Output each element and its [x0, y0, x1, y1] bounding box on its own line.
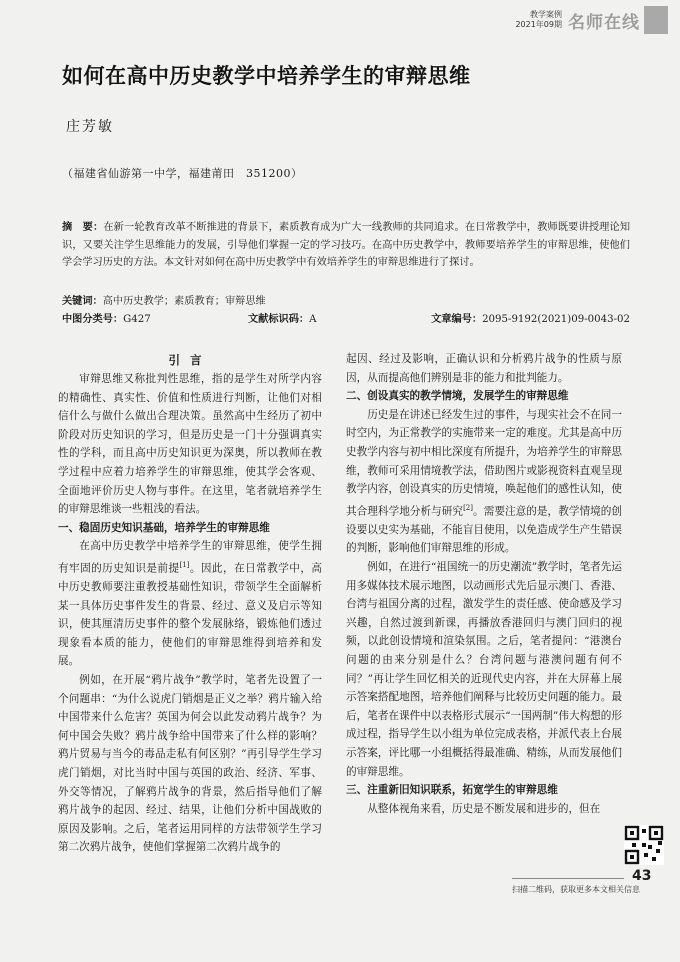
- intro-paragraph: 审辩思维又称批判性思维，指的是学生对所学内容的精确性、真实性、价值和性质进行判断，让他们对相信什么与做什么做出合理决策。虽然高中生经历了初中阶段对历史知识的学习，但是历史是一门十分强调真实性的学科，而且高中历史知识更为深奥，所以教师在教学过程中应着力培养学生的审辩思维，使其学会客观、全面地评价历史人物与事件。在这里，笔者就培养学生的审辩思维谈一些粗浅的看法。: [58, 373, 322, 516]
- page-number: 43: [632, 868, 652, 884]
- citation-2: [2]: [463, 503, 473, 512]
- section-1-heading: 一、稳固历史知识基础，培养学生的审辩思维: [58, 521, 270, 534]
- author-affiliation: （福建省仙游第一中学，福建莆田 351200）: [62, 167, 303, 180]
- article-number: 文章编号：2095-9192(2021)09-0043-02: [431, 314, 630, 325]
- article-title: 如何在高中历史教学中培养学生的审辩思维: [62, 64, 471, 88]
- journal-brand: 名师在线: [568, 13, 640, 33]
- section-1-paragraph-1: 在高中历史教学中培养学生的审辩思维，使学生拥有牢固的历史知识是前提[1]。因此，在日常教学中，高中历史教师要注重教授基础性知识，带领学生全面解析某一具体历史事件发生的背景、经过、意义及启示等知识，使其厘清历史事件的整个发展脉络，锻炼他们透过现象看本质的能力，使他们的审辩思维得到培养和发展。: [58, 540, 322, 668]
- header-decoration-bar: [644, 6, 668, 34]
- abstract: [62, 219, 630, 272]
- clc-number: 中图分类号：G427: [62, 314, 151, 325]
- intro-heading: 引言: [168, 353, 212, 367]
- section-2-paragraph-1: 历史是在讲述已经发生过的事件，与现实社会不在同一时空内，为正常教学的实施带来一定的难度。尤其是高中历史教学内容与初中相比深度有所提升，为培养学生的审辩思维，教师可采用情境教学法，借助图片或影视资料直观呈现教学内容，创设真实的历史情境，唤起他们的感性认知，使其合理科学地分析与研究[2]。需要注意的是，教学情境的创设要以史实为基础，不能盲目使用，以免造成学生产生错误的判断，影响他们审辩思维的形成。: [346, 408, 623, 555]
- footer-note: 扫描二维码，获取更多本文相关信息: [512, 885, 640, 894]
- keywords: [62, 292, 266, 307]
- body-column-left: [58, 350, 322, 857]
- citation-1: [1]: [179, 560, 190, 569]
- qr-code-icon[interactable]: [624, 825, 664, 865]
- document-code: 文献标识码：A: [248, 314, 317, 325]
- body-column-right: [346, 350, 622, 818]
- abstract-text: 在新一轮教育改革不断推进的背景下，素质教育成为广大一线教师的共同追求。在日常教学中，教师既要讲授理论知识，又要关注学生思维能力的发展，引导他们掌握一定的学习技巧。在高中历史教学中，教师要培养学生的审辩思维，使他们学会学习历史的方法。本文针对如何在高中历史教学中有效培养学生的审辩思维进行了探讨。: [62, 222, 631, 268]
- header-section: [515, 10, 562, 30]
- section-1-paragraph-2: 例如，在开展“鸦片战争”教学时，笔者先设置了一个问题串：“为什么说虎门销烟是正义之举？鸦片输入给中国带来什么危害？英国为何会以此发动鸦片战争？为何中国会失败？鸦片战争给中国带来了什么样的影响？鸦片贸易与当今的毒品走私有何区别？”再引导学生学习虎门销烟，对比当时中国与英国的政治、经济、军事、外交等情况，了解鸦片战争的背景，然后指导他们了解鸦片战争的起因、经过、结果，让他们分析中国战败的原因及影响。之后，笔者运用同样的方法带领学生学习第二次鸦片战争，使他们掌握第二次鸦片战争的: [58, 674, 322, 854]
- header-section-name: 教学案例: [530, 10, 562, 19]
- section-2-heading: 二、创设真实的教学情境，发展学生的审辩思维: [346, 390, 569, 403]
- section-1-paragraph-2-continued: 起因、经过及影响，正确认识和分析鸦片战争的性质与原因，从而提高他们辨别是非的能力和批判能力。: [346, 353, 622, 384]
- section-2-paragraph-2: 例如，在进行“祖国统一的历史潮流”教学时，笔者先运用多媒体技术展示地图，以动画形式先后显示澳门、香港、台湾与祖国分离的过程，激发学生的责任感、使命感及学习兴趣，自然过渡到新课，再播放香港回归与澳门回归的视频，以此创设情境和渲染氛围。之后，笔者提问：“港澳台问题的由来分别是什么？台湾问题与港澳问题有何不同？”再让学生回忆相关的近现代史内容，并在大屏幕上展示答案搭配地图，培养他们阐释与比较历史问题的能力。最后，笔者在课件中以表格形式展示“一国两制”伟大构想的形成过程，指导学生以小组为单位完成表格，并派代表上台展示答案，评比哪一小组概括得最准确、精练，从而发展他们的审辩思维。: [346, 561, 622, 778]
- section-3-paragraph-1: 从整体视角来看，历史是不断发展和进步的，但在: [367, 802, 601, 815]
- section-3-heading: 三、注重新旧知识联系，拓宽学生的审辩思维: [346, 784, 558, 797]
- keywords-text: 高中历史教学；素质教育；审辩思维: [102, 296, 266, 307]
- abstract-label: 摘 要：: [62, 222, 104, 233]
- author-name: 庄芳敏: [66, 119, 114, 135]
- footer-divider: [512, 878, 624, 879]
- header-issue: 2021年09期: [515, 20, 562, 29]
- keywords-label: 关键词：: [62, 296, 103, 307]
